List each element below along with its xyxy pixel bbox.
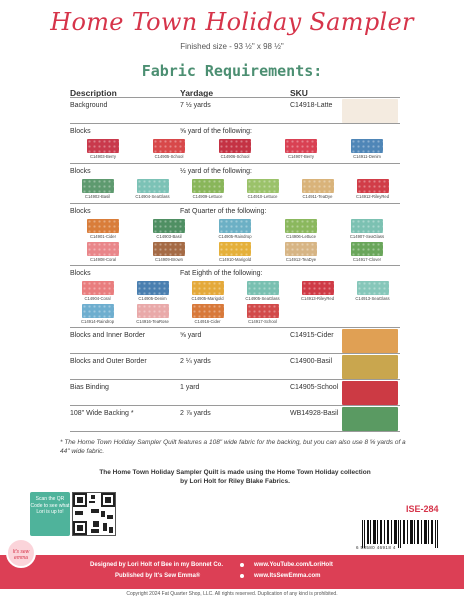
table-row xyxy=(70,124,400,164)
barcode-icon xyxy=(360,520,440,548)
row-sku: C14918-Latte xyxy=(290,102,333,109)
row-description: Background xyxy=(70,102,108,109)
fabric-swatch xyxy=(342,381,398,405)
fabric-swatch xyxy=(153,139,185,153)
table-row xyxy=(70,266,400,328)
fabric-swatch xyxy=(342,355,398,379)
swatch-label: C14910-Lettuce xyxy=(247,194,278,199)
fabric-swatch xyxy=(219,219,251,233)
row-description: Blocks xyxy=(70,168,91,175)
qr-label: Scan the QR Code to see what Lori is up to! xyxy=(30,492,70,536)
row-sku: C14905-School xyxy=(290,384,339,391)
swatch-label: C14910-Marigold xyxy=(218,257,252,262)
row-yardage: 1 yard xyxy=(180,384,200,391)
publisher-logo xyxy=(6,538,36,568)
row-yardage: 2 ¼ yards xyxy=(180,358,211,365)
fabric-swatch xyxy=(87,219,119,233)
swatch-label: C14916-Cider xyxy=(194,319,221,324)
row-yardage: Fat Quarter of the following: xyxy=(180,208,267,215)
fabric-swatch xyxy=(285,219,317,233)
fabric-table xyxy=(70,97,400,432)
row-description: 108" Wide Backing * xyxy=(70,410,134,417)
fabric-swatch xyxy=(342,329,398,353)
fabric-swatch xyxy=(153,242,185,256)
fabric-swatch xyxy=(137,179,169,193)
fabric-swatch xyxy=(302,179,334,193)
bullet-icon xyxy=(240,563,244,567)
fabric-swatch xyxy=(87,242,119,256)
fabric-swatch xyxy=(137,304,169,318)
swatch-label: C14906-Lettuce xyxy=(286,234,316,239)
fabric-swatch xyxy=(285,242,317,256)
swatch-label: C14916-TeaRose xyxy=(136,319,169,324)
swatch-label: C14914-Raindrop xyxy=(80,319,115,324)
section-heading: Fabric Requirements: xyxy=(141,62,323,80)
swatch-label: C14901-Cider xyxy=(89,234,117,239)
row-sku: WB14928-Basil xyxy=(290,410,339,417)
fabric-swatch xyxy=(351,242,383,256)
fabric-swatch xyxy=(342,99,398,123)
swatch-label: C14912-TeaDye xyxy=(285,257,317,262)
swatch-label: C14902-Basil xyxy=(84,194,111,199)
qr-code-icon[interactable] xyxy=(72,492,116,536)
fabric-swatch xyxy=(82,179,114,193)
fabric-swatch xyxy=(342,407,398,431)
row-yardage: 7 ½ yards xyxy=(180,102,211,109)
fabric-swatch xyxy=(219,139,251,153)
swatch-label: C14908-Coral xyxy=(89,257,117,262)
backing-note: * The Home Town Holiday Sampler Quilt features a 108" wide fabric for the backing, but you can also use 8 ⅝ yards of a 44" wide fabric. xyxy=(60,439,406,455)
swatch-label: C14903-Basil xyxy=(156,234,182,239)
logo-text: It's sew emma xyxy=(12,549,30,561)
fabric-swatch xyxy=(192,281,224,295)
barcode-number: 6 58580 46918 4 xyxy=(356,545,396,550)
swatch-label: C14912-RileyRed xyxy=(355,194,390,199)
fabric-swatch xyxy=(247,304,279,318)
fabric-swatch xyxy=(357,281,389,295)
row-yardage: ⅝ yard of the following: xyxy=(180,128,252,135)
swatch-label: C14906-School xyxy=(220,154,250,159)
swatch-label: C14905-Denim xyxy=(138,296,167,301)
swatch-label: C14917-Clover xyxy=(352,257,382,262)
collection-credit-line2: by Lori Holt for Riley Blake Fabrics. xyxy=(180,478,290,485)
row-description: Blocks and Inner Border xyxy=(70,332,146,339)
swatch-label: C14905-Marigold xyxy=(191,296,224,301)
col-yardage: Yardage xyxy=(180,88,214,98)
swatch-label: C14913-RileyRed xyxy=(300,296,335,301)
copyright: Copyright 2024 Fat Quarter Shop, LLC. All rights reserved. Duplication of any kind is prohibited. xyxy=(126,591,338,597)
row-sku: C14900-Basil xyxy=(290,358,333,365)
fabric-swatch xyxy=(302,281,334,295)
swatch-label: C14903-Berry xyxy=(89,154,117,159)
table-row xyxy=(70,204,400,266)
row-sku: C14915-Cider xyxy=(290,332,334,339)
row-yardage: Fat Eighth of the following: xyxy=(180,270,263,277)
bullet-icon xyxy=(240,574,244,578)
fabric-swatch xyxy=(82,281,114,295)
fabric-swatch xyxy=(82,304,114,318)
footer-bar xyxy=(0,555,464,589)
swatch-label: C14911-TeaDye xyxy=(302,194,333,199)
row-yardage: ⅝ yard xyxy=(180,332,202,339)
collection-credit-line1: The Home Town Holiday Sampler Quilt is made using the Home Town Holiday collection xyxy=(99,469,371,476)
publisher-credit: Published by It's Sew Emma® xyxy=(115,573,201,579)
fabric-swatch xyxy=(247,281,279,295)
fabric-swatch xyxy=(192,179,224,193)
swatch-label: C14911-Denim xyxy=(353,154,381,159)
fabric-swatch xyxy=(285,139,317,153)
fabric-swatch xyxy=(87,139,119,153)
row-description: Bias Binding xyxy=(70,384,109,391)
fabric-swatch xyxy=(247,179,279,193)
swatch-label: C14909-Lettuce xyxy=(192,194,223,199)
swatch-label: C14904-Coral xyxy=(84,296,111,301)
page-title: Home Town Holiday Sampler xyxy=(50,8,414,36)
row-description: Blocks xyxy=(70,270,91,277)
swatch-label: C14904-SeaGlass xyxy=(135,194,170,199)
swatch-label: C14913-SeaGlass xyxy=(355,296,390,301)
col-sku: SKU xyxy=(290,88,308,98)
row-description: Blocks xyxy=(70,208,91,215)
fabric-swatch xyxy=(137,281,169,295)
swatch-label: C14905-SeaGlass xyxy=(245,296,280,301)
fabric-swatch xyxy=(351,219,383,233)
table-row xyxy=(70,354,400,380)
fabric-swatch xyxy=(219,242,251,256)
swatch-label: C14917-School xyxy=(248,319,277,324)
table-row xyxy=(70,380,400,406)
collection-credit xyxy=(60,468,410,486)
row-yardage: ½ yard of the following: xyxy=(180,168,252,175)
swatch-label: C14905-School xyxy=(154,154,184,159)
table-row xyxy=(70,98,400,124)
product-code: ISE-284 xyxy=(406,504,439,514)
swatch-label: C14909-Brown xyxy=(155,257,183,262)
row-description: Blocks xyxy=(70,128,91,135)
swatch-label: C14905-Raindrop xyxy=(218,234,252,239)
youtube-link[interactable]: www.YouTube.com/LoriHolt xyxy=(254,562,333,568)
fabric-swatch xyxy=(357,179,389,193)
swatch-label: C14907-Berry xyxy=(287,154,315,159)
finished-size: Finished size - 93 ½" x 98 ½" xyxy=(180,42,284,51)
fabric-swatch xyxy=(351,139,383,153)
table-row xyxy=(70,328,400,354)
table-row xyxy=(70,164,400,204)
swatch-label: C14907-SeaGlass xyxy=(349,234,385,239)
table-row xyxy=(70,406,400,432)
fabric-swatch xyxy=(153,219,185,233)
fabric-swatch xyxy=(192,304,224,318)
website-link[interactable]: www.ItsSewEmma.com xyxy=(254,573,321,579)
col-description: Description xyxy=(70,88,117,98)
row-yardage: 2 ⅞ yards xyxy=(180,410,211,417)
row-description: Blocks and Outer Border xyxy=(70,358,147,365)
designer-credit: Designed by Lori Holt of Bee in my Bonnet Co. xyxy=(90,562,224,568)
